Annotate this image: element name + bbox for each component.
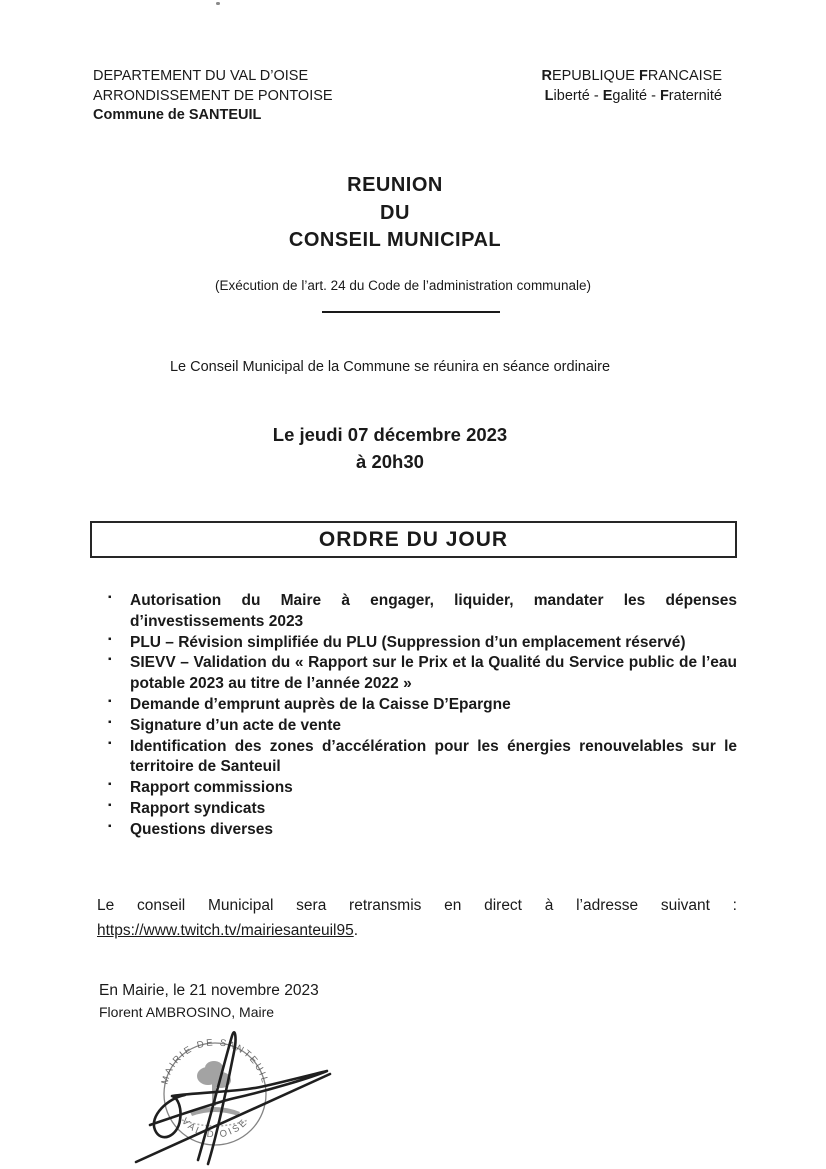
title-line-3: CONSEIL MUNICIPAL [288,229,502,251]
intro-text: Le Conseil Municipal de la Commune se réunira en séance ordinaire [169,359,611,375]
header-right [541,67,722,106]
subtitle: (Exécution de l’art. 24 du Code de l’administration communale) [215,278,591,293]
document-title [0,172,790,255]
bullet-icon: ▪ [108,654,112,666]
agenda-item [99,695,737,716]
twitch-link[interactable]: https://www.twitch.tv/mairiesanteuil95 [97,922,354,939]
title-line-2: DU [380,201,410,224]
agenda-box-title: ORDRE DU JOUR [318,528,509,551]
text-segment: iberté - [553,87,603,104]
closing-place-date: En Mairie, le 21 novembre 2023 [99,982,319,999]
text-segment: R [541,68,552,84]
text-segment: EPUBLIQUE [551,68,639,84]
department-line: DEPARTEMENT DU VAL D’OISE [93,68,309,84]
text-segment: F [639,68,648,84]
divider-line [322,311,500,313]
agenda-list [99,591,737,841]
agenda-item [99,737,737,779]
scan-speck [216,2,220,5]
broadcast-text: Le conseil Municipal sera retransmis en direct à l’adresse suivant : [97,897,737,914]
agenda-item [99,820,737,841]
header-left [93,67,333,126]
text-segment: F [659,87,669,104]
closing-signatory: Florent AMBROSINO, Maire [99,1004,275,1020]
agenda-item [99,716,737,737]
bullet-icon: ▪ [108,716,112,728]
republique-line [541,67,722,87]
agenda-item [99,799,737,820]
commune-line: Commune de SANTEUIL [93,107,262,123]
text-segment: galité - [612,87,660,104]
bullet-icon: ▪ [108,695,112,707]
title-line-1: REUNION [347,174,443,196]
agenda-item [99,633,737,654]
arrondissement-line: ARRONDISSEMENT DE PONTOISE [93,87,333,104]
bullet-icon: ▪ [108,633,112,645]
broadcast-paragraph [97,893,737,943]
bullet-icon: ▪ [108,799,112,811]
bullet-icon: ▪ [108,737,112,749]
agenda-item-text: Rapport commissions [130,779,293,797]
agenda-item-text: Signature d’un acte de vente [130,716,342,734]
agenda-item-text: Identification des zones d’accélération pour les énergies renouvelables sur le territoire de Santeuil [130,737,737,776]
meeting-datetime [0,421,780,475]
text-segment: RANCAISE [647,68,722,84]
text-segment: raternité [668,87,722,104]
agenda-item-text: PLU – Révision simplifiée du PLU (Suppression d’un emplacement réservé) [130,633,686,651]
agenda-item-text: Rapport syndicats [130,799,266,817]
bullet-icon: ▪ [108,592,112,603]
agenda-item-text: SIEVV – Validation du « Rapport sur le Prix et la Qualité du Service public de l’eau potable 2023 au titre de l’année 2022 » [130,654,737,693]
agenda-item-text: Questions diverses [130,820,274,838]
agenda-item-text: Demande d’emprunt auprès de la Caisse D’Epargne [130,695,511,713]
bullet-icon: ▪ [108,779,112,791]
meeting-time: à 20h30 [356,451,424,472]
meeting-date: Le jeudi 07 décembre 2023 [272,424,508,445]
text-segment: L [544,87,554,104]
stamp-top-text: MAIRIE DE SANTEUIL [159,1037,271,1086]
bullet-icon: ▪ [108,820,112,832]
stamp-bottom-text: VAL D’OISE [179,1116,251,1141]
agenda-item [99,778,737,799]
agenda-item-text: Autorisation du Maire à engager, liquider, mandater les dépenses d’investissements 2023 [130,592,737,630]
signature-stamp [118,1026,448,1169]
broadcast-period: . [353,922,359,939]
agenda-item [99,653,737,695]
text-segment: E [602,87,613,104]
agenda-box [90,521,737,558]
agenda-item [99,591,737,633]
devise-line [541,87,722,107]
